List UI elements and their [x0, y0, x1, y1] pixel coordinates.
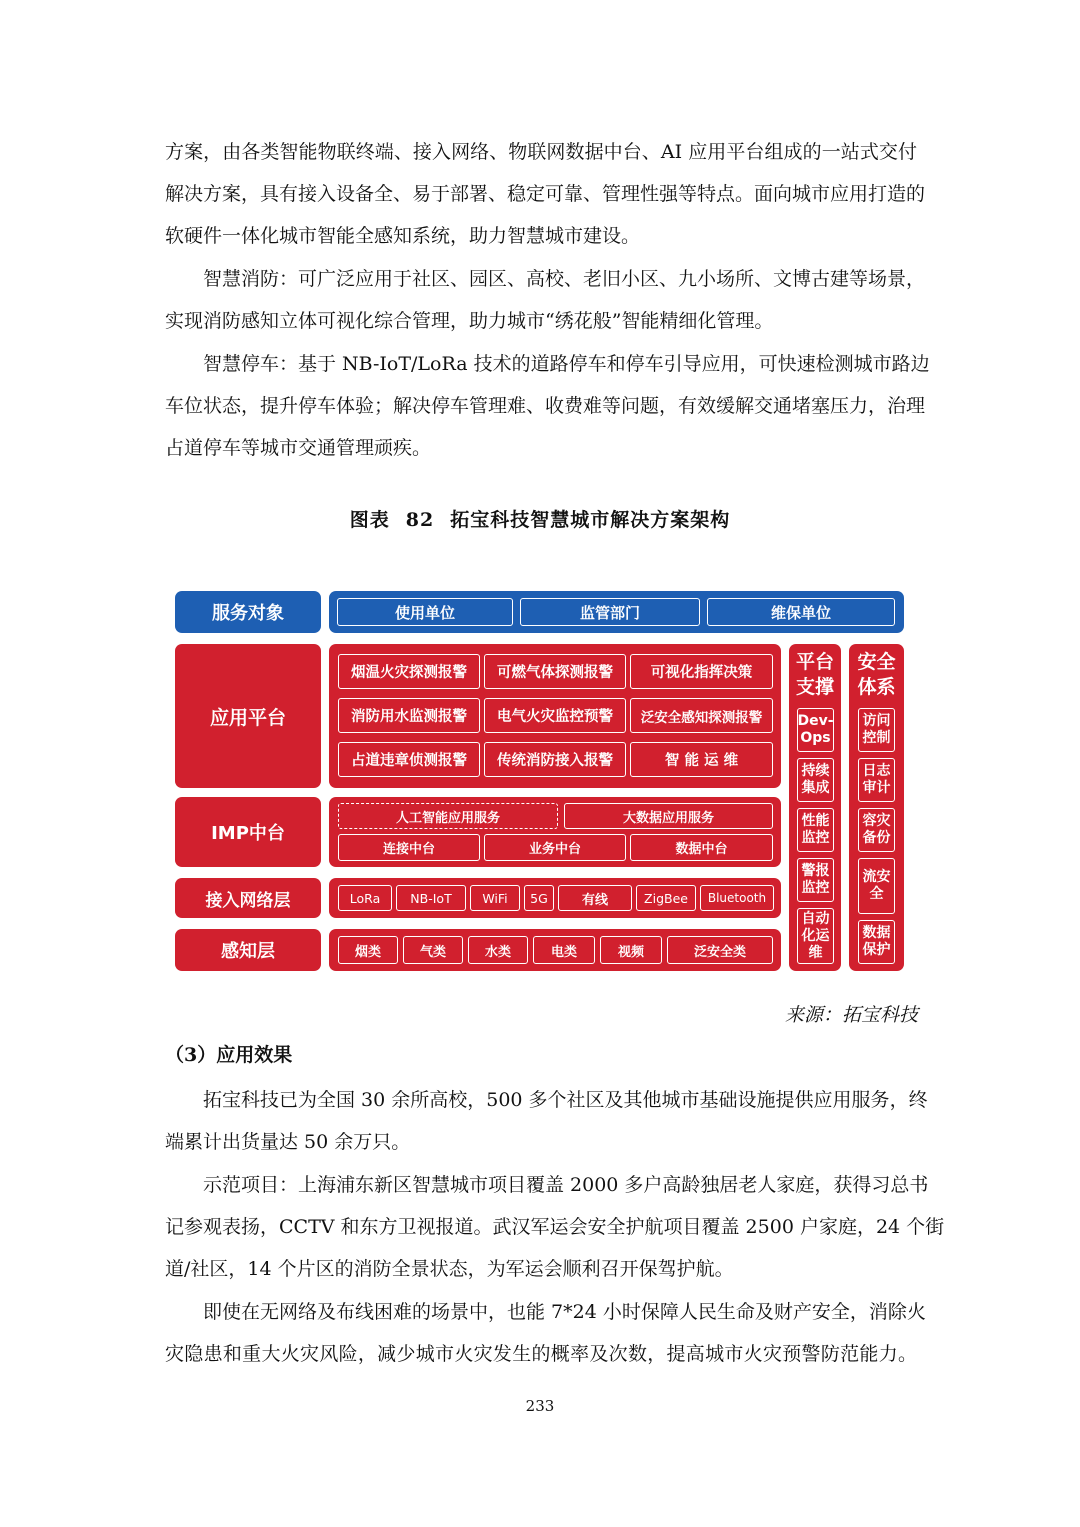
- app-item: 烟温火灾探测报警: [338, 654, 480, 689]
- sensing-item: 烟类: [338, 936, 398, 964]
- network-item: 有线: [558, 885, 632, 911]
- app-panel: [329, 644, 781, 788]
- platform-item: 自动化运维: [797, 908, 834, 964]
- platform-item: 性能监控: [797, 808, 834, 852]
- app-item: 传统消防接入报警: [484, 742, 626, 777]
- sensing-item: 泛安全类: [667, 936, 773, 964]
- intro-paragraph: [165, 131, 926, 257]
- imp-bottom-item: 业务中台: [484, 834, 626, 861]
- service-item: 维保单位: [707, 598, 895, 626]
- figure-title: [0, 505, 1080, 532]
- service-panel: [329, 591, 904, 633]
- text-line: 智慧停车：基于 NB-IoT/LoRa 技术的道路停车和停车引导应用，可快速检测城市路边: [203, 353, 930, 375]
- row-label-sensing: 感知层: [175, 929, 321, 971]
- section-heading: （3）应用效果: [165, 1044, 293, 1066]
- network-panel: [329, 878, 781, 918]
- security-item: 流安全: [858, 858, 895, 914]
- text-line: 拓宝科技已为全国 30 余所高校，500 多个社区及其他城市基础设施提供应用服务，终: [203, 1089, 928, 1111]
- figure-caption: 拓宝科技智慧城市解决方案架构: [450, 509, 731, 531]
- security-item: 日志审计: [858, 758, 895, 802]
- imp-panel: [329, 797, 781, 867]
- sensing-item: 气类: [403, 936, 463, 964]
- sensing-item: 电类: [533, 936, 595, 964]
- service-item: 监管部门: [520, 598, 700, 626]
- network-item: ZigBee: [636, 885, 696, 911]
- text-line: 灾隐患和重大火灾风险，减少城市火灾发生的概率及次数，提高城市火灾预警防范能力。: [165, 1343, 917, 1365]
- safety-paragraph: [165, 1291, 926, 1375]
- text-line: 记参观表扬，CCTV 和东方卫视报道。武汉军运会安全护航项目覆盖 2500 户家庭，24 个街: [165, 1216, 945, 1238]
- page-number: 233: [525, 1397, 555, 1415]
- network-item: NB-IoT: [396, 885, 466, 911]
- fire-paragraph: [165, 258, 926, 342]
- row-label-service: 服务对象: [175, 591, 321, 633]
- sensing-item: 视频: [600, 936, 662, 964]
- row-label-network: 接入网络层: [175, 878, 321, 918]
- platform-item: 警报监控: [797, 858, 834, 902]
- text-line: 端累计出货量达 50 余万只。: [165, 1131, 411, 1153]
- network-item: 5G: [524, 885, 554, 911]
- app-item: 消防用水监测报警: [338, 698, 480, 733]
- security-item: 数据保护: [858, 920, 895, 964]
- row-label-app: 应用平台: [175, 644, 321, 788]
- platform-title: 平台支撑: [795, 651, 834, 698]
- figure-number: 82: [405, 509, 435, 531]
- row-label-imp: IMP中台: [175, 797, 321, 867]
- security-item: 容灾备份: [858, 808, 895, 852]
- text-line: 智慧消防：可广泛应用于社区、园区、高校、老旧小区、九小场所、文博古建等场景，: [203, 268, 926, 290]
- sensing-item: 水类: [468, 936, 528, 964]
- imp-top-item: 大数据应用服务: [564, 803, 773, 829]
- platform-column: [789, 644, 841, 971]
- network-item: LoRa: [338, 885, 392, 911]
- text-line: 解决方案，具有接入设备全、易于部署、稳定可靠、管理性强等特点。面向城市应用打造的: [165, 183, 926, 205]
- effect-paragraph: [165, 1079, 928, 1163]
- app-item: 泛安全感知探测报警: [630, 698, 773, 733]
- imp-bottom-item: 数据中台: [630, 834, 773, 861]
- app-item: 电气火灾监控预警: [484, 698, 626, 733]
- text-line: 即使在无网络及布线困难的场景中，也能 7*24 小时保障人民生命及财产安全，消除火: [203, 1301, 926, 1323]
- demo-paragraph: [165, 1164, 945, 1290]
- parking-paragraph: [165, 343, 930, 469]
- app-item: 可视化指挥决策: [630, 654, 773, 689]
- text-line: 实现消防感知立体可视化综合管理，助力城市“绣花般”智能精细化管理。: [165, 310, 774, 332]
- service-item: 使用单位: [337, 598, 513, 626]
- security-title: 安全体系: [857, 651, 896, 698]
- security-item: 访问控制: [858, 708, 895, 752]
- platform-item: Dev-Ops: [797, 708, 834, 752]
- text-line: 占道停车等城市交通管理顽疾。: [165, 437, 432, 459]
- app-item: 可燃气体探测报警: [484, 654, 626, 689]
- security-column: [849, 644, 904, 971]
- app-item: 智 能 运 维: [630, 742, 773, 777]
- sensing-panel: [329, 929, 781, 971]
- text-line: 道/社区，14 个片区的消防全景状态，为军运会顺利召开保驾护航。: [165, 1258, 734, 1280]
- text-line: 示范项目：上海浦东新区智慧城市项目覆盖 2000 多户高龄独居老人家庭，获得习总书: [203, 1174, 929, 1196]
- text-line: 车位状态，提升停车体验；解决停车管理难、收费难等问题，有效缓解交通堵塞压力，治理: [165, 395, 926, 417]
- text-line: 方案，由各类智能物联终端、接入网络、物联网数据中台、AI 应用平台组成的一站式交付: [165, 141, 917, 163]
- architecture-diagram: [172, 588, 908, 976]
- imp-bottom-item: 连接中台: [338, 834, 480, 861]
- network-item: Bluetooth: [700, 885, 774, 911]
- app-item: 占道违章侦测报警: [338, 742, 480, 777]
- network-item: WiFi: [470, 885, 520, 911]
- imp-top-item: 人工智能应用服务: [338, 803, 558, 829]
- platform-item: 持续集成: [797, 758, 834, 802]
- text-line: 软硬件一体化城市智能全感知系统，助力智慧城市建设。: [165, 225, 641, 247]
- figure-source: 来源：拓宝科技: [784, 1004, 918, 1026]
- figure-label: 图表: [349, 509, 390, 531]
